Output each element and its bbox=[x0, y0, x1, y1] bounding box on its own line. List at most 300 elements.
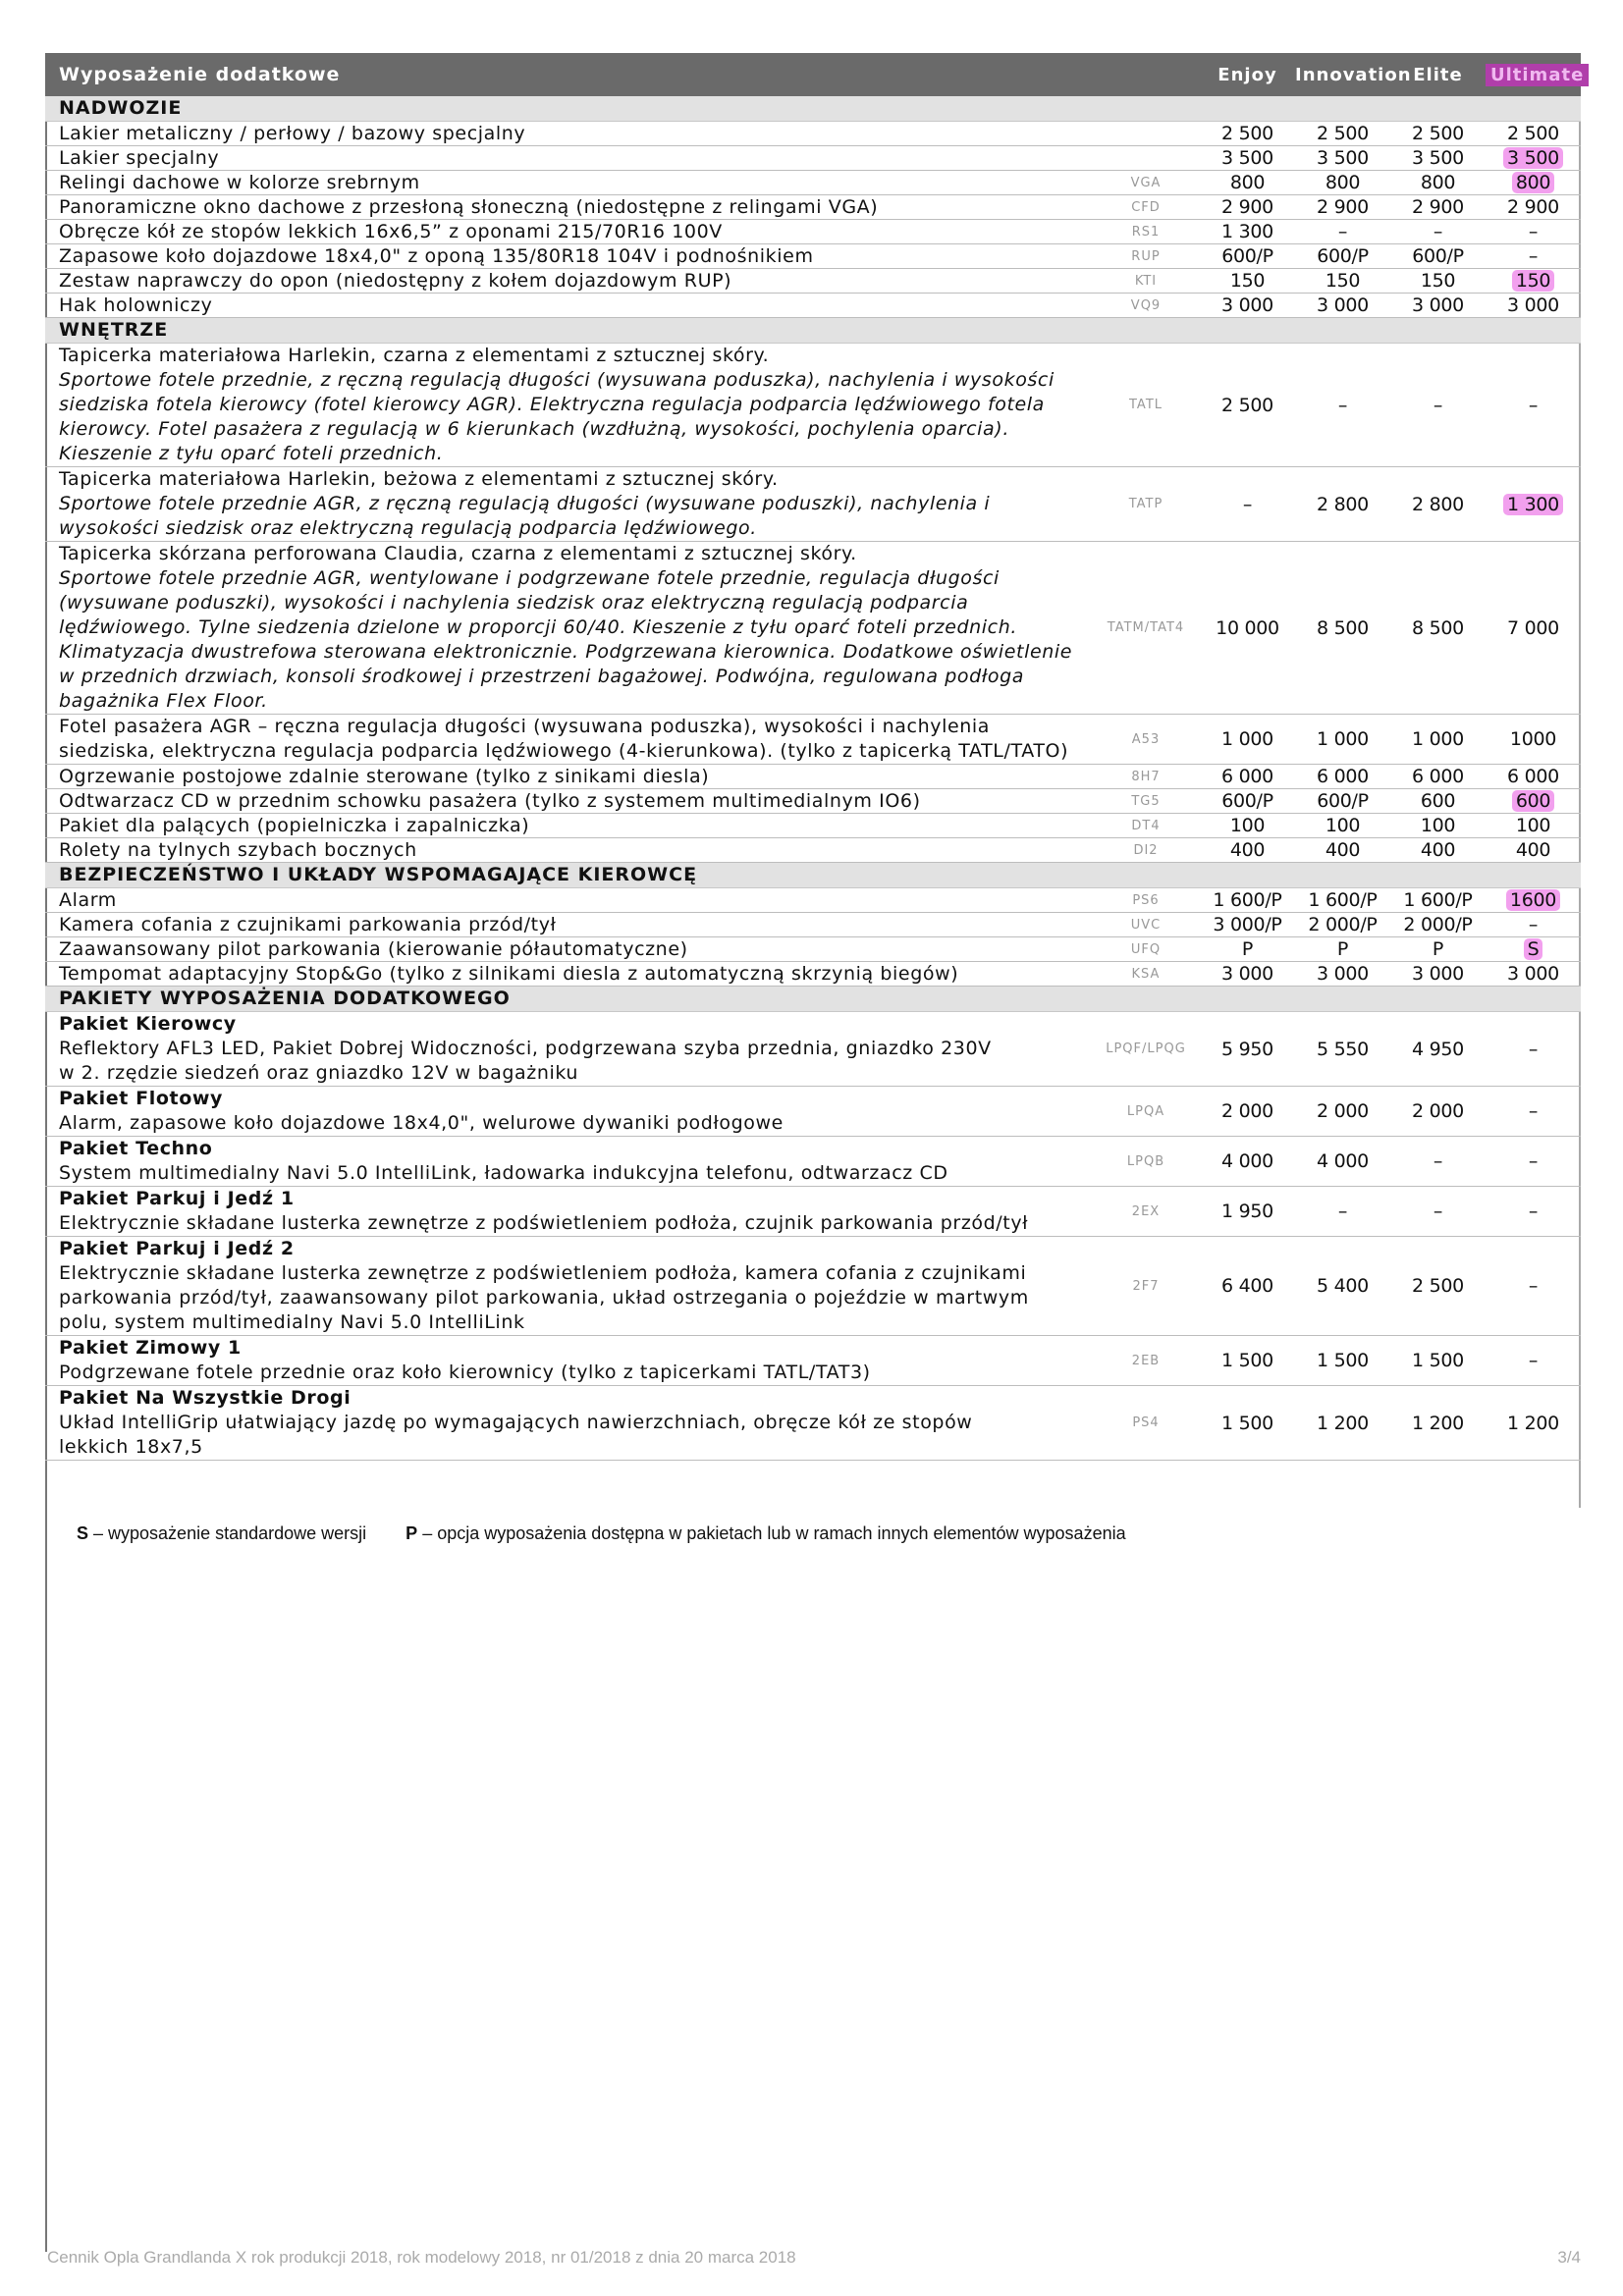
price-cell bbox=[1200, 221, 1295, 242]
price-cell bbox=[1295, 221, 1390, 242]
price-value: 3 500 bbox=[1317, 147, 1369, 169]
price-cell bbox=[1486, 1039, 1581, 1060]
price-cell bbox=[1486, 914, 1581, 935]
price-cell bbox=[1486, 938, 1581, 960]
table-row bbox=[45, 122, 1581, 146]
price-cell bbox=[1486, 245, 1581, 267]
option-line: Zestaw naprawczy do opon (niedostępny z kołem dojazdowym RUP) bbox=[59, 270, 732, 292]
price-cell bbox=[1486, 1350, 1581, 1371]
option-name bbox=[45, 294, 1092, 317]
price-cell bbox=[1295, 494, 1390, 515]
legend-p-text: – opcja wyposażenia dostępna w pakietach lub w ramach innych elementów wyposażenia bbox=[417, 1523, 1126, 1543]
price-cell bbox=[1486, 123, 1581, 144]
price-cell bbox=[1295, 889, 1390, 911]
price-cell bbox=[1486, 617, 1581, 639]
price-cell bbox=[1390, 839, 1486, 861]
package-title: Pakiet Parkuj i Jedź 2 bbox=[59, 1238, 295, 1259]
price-value: – bbox=[1433, 1201, 1443, 1222]
price-value: 6 000 bbox=[1412, 766, 1464, 787]
price-cell bbox=[1486, 270, 1581, 292]
option-name bbox=[45, 195, 1092, 219]
price-cell bbox=[1295, 196, 1390, 218]
price-value: P bbox=[1241, 938, 1254, 960]
price-cell bbox=[1486, 147, 1581, 169]
version-ultimate bbox=[1486, 64, 1585, 85]
price-value: 3 000 bbox=[1412, 963, 1464, 985]
option-line: Alarm bbox=[59, 889, 117, 911]
option-code: UFQ bbox=[1130, 941, 1162, 957]
legend-s-text: – wyposażenie standardowe wersji bbox=[88, 1523, 367, 1543]
price-cell bbox=[1486, 294, 1581, 316]
price-cell bbox=[1390, 270, 1486, 292]
option-name bbox=[45, 814, 1092, 837]
price-cell bbox=[1200, 395, 1295, 416]
table-row bbox=[45, 715, 1581, 765]
price-value: 1 600/P bbox=[1308, 889, 1378, 911]
table-row bbox=[45, 344, 1581, 467]
price-value: 3 000 bbox=[1412, 294, 1464, 316]
option-code: TATP bbox=[1128, 497, 1163, 511]
option-code: TATL bbox=[1129, 398, 1163, 412]
option-line: polu, system multimedialny Navi 5.0 IntelliLink bbox=[59, 1311, 525, 1333]
option-name bbox=[45, 344, 1092, 466]
table-row bbox=[45, 888, 1581, 913]
option-line: Podgrzewane fotele przednie oraz koło kierownicy (tylko z tapicerkami TATL/TAT3) bbox=[59, 1362, 871, 1383]
option-line: Hak holowniczy bbox=[59, 294, 213, 316]
option-code: KTI bbox=[1134, 273, 1158, 289]
option-name bbox=[45, 1012, 1092, 1086]
package-title: Pakiet Techno bbox=[59, 1138, 213, 1159]
price-cell bbox=[1200, 1350, 1295, 1371]
price-cell bbox=[1200, 938, 1295, 960]
option-code: LPQA bbox=[1126, 1103, 1165, 1119]
version-enjoy: Enjoy bbox=[1217, 64, 1277, 85]
price-cell bbox=[1486, 395, 1581, 416]
price-cell bbox=[1200, 494, 1295, 515]
price-value: – bbox=[1528, 1201, 1539, 1222]
option-line: siedziska fotela kierowcy (fotel kierowcy AGR). Elektryczna regulacja podparcia lędźwiowego fotela bbox=[59, 394, 1045, 415]
table-row bbox=[45, 1087, 1581, 1137]
option-name bbox=[45, 467, 1092, 541]
price-value: – bbox=[1528, 221, 1539, 242]
price-cell bbox=[1486, 963, 1581, 985]
price-value: – bbox=[1528, 1038, 1539, 1060]
price-value: 5 950 bbox=[1221, 1038, 1273, 1060]
price-value: 400 bbox=[1515, 839, 1551, 861]
option-name bbox=[45, 765, 1092, 788]
option-code: DT4 bbox=[1131, 818, 1161, 833]
option-name bbox=[45, 122, 1092, 145]
price-cell bbox=[1390, 728, 1486, 750]
table-row bbox=[45, 146, 1581, 171]
price-cell bbox=[1390, 963, 1486, 985]
table-header bbox=[45, 53, 1585, 96]
price-cell bbox=[1295, 395, 1390, 416]
price-value: – bbox=[1528, 914, 1539, 935]
table-row bbox=[45, 269, 1581, 294]
price-value: 100 bbox=[1229, 815, 1266, 836]
price-cell bbox=[1486, 766, 1581, 787]
price-cell bbox=[1390, 617, 1486, 639]
price-cell bbox=[1390, 1275, 1486, 1297]
price-value: 3 000 bbox=[1507, 963, 1559, 985]
price-cell bbox=[1390, 245, 1486, 267]
price-value: – bbox=[1528, 1275, 1539, 1297]
price-cell bbox=[1486, 196, 1581, 218]
legend-p-key: P bbox=[406, 1523, 418, 1543]
option-name bbox=[45, 1187, 1092, 1236]
price-value: 1600 bbox=[1506, 889, 1560, 911]
table-row bbox=[45, 913, 1581, 937]
price-value: P bbox=[1336, 938, 1349, 960]
price-value: 2 000/P bbox=[1308, 914, 1378, 935]
option-line: Rolety na tylnych szybach bocznych bbox=[59, 839, 417, 861]
price-value: 5 550 bbox=[1317, 1038, 1369, 1060]
price-cell bbox=[1390, 1100, 1486, 1122]
option-line: lędźwiowego. Tylne siedzenia dzielone w proporcji 60/40. Kieszenie z tyłu oparć foteli przednich. bbox=[59, 616, 1018, 638]
price-value: 600 bbox=[1420, 790, 1456, 812]
option-line: Sportowe fotele przednie, z ręczną regulacją długości (wysuwana poduszka), nachylenia i wysokości bbox=[59, 369, 1055, 391]
price-cell bbox=[1200, 728, 1295, 750]
option-line: Klimatyzacja dwustrefowa sterowana elektronicznie. Podgrzewana kierownica. Dodatkowe oświetlenie bbox=[59, 641, 1073, 663]
price-value: 1 950 bbox=[1221, 1201, 1273, 1222]
package-title: Pakiet Na Wszystkie Drogi bbox=[59, 1387, 352, 1409]
option-line: Ogrzewanie postojowe zdalnie sterowane (tylko z sinikami diesla) bbox=[59, 766, 710, 787]
package-title: Pakiet Flotowy bbox=[59, 1088, 223, 1109]
ultimate-badge: Ultimate bbox=[1486, 64, 1589, 86]
price-value: – bbox=[1337, 1201, 1348, 1222]
price-value: 1 500 bbox=[1317, 1350, 1369, 1371]
footer-text: Cennik Opla Grandlanda X rok produkcji 2018, rok modelowy 2018, nr 01/2018 z dnia 20 marca 2018 bbox=[47, 2248, 796, 2267]
option-code: PS4 bbox=[1132, 1415, 1160, 1430]
price-cell bbox=[1295, 147, 1390, 169]
price-cell bbox=[1200, 1150, 1295, 1172]
option-name bbox=[45, 913, 1092, 936]
option-name bbox=[45, 542, 1092, 714]
option-name bbox=[45, 244, 1092, 268]
price-cell bbox=[1295, 938, 1390, 960]
price-value: 3 500 bbox=[1221, 147, 1273, 169]
option-line: Zapasowe koło dojazdowe 18x4,0" z oponą 135/80R18 104V i podnośnikiem bbox=[59, 245, 814, 267]
price-cell bbox=[1390, 815, 1486, 836]
price-cell bbox=[1390, 938, 1486, 960]
price-cell bbox=[1295, 1150, 1390, 1172]
price-cell bbox=[1390, 1350, 1486, 1371]
price-value: 600/P bbox=[1412, 245, 1464, 267]
table-row bbox=[45, 195, 1581, 220]
price-cell bbox=[1200, 245, 1295, 267]
page-footer bbox=[47, 2248, 1581, 2268]
table-row bbox=[45, 962, 1581, 987]
price-value: 2 900 bbox=[1221, 196, 1273, 218]
option-name bbox=[45, 789, 1092, 813]
price-cell bbox=[1295, 790, 1390, 812]
price-value: 400 bbox=[1229, 839, 1266, 861]
option-line: Układ IntelliGrip ułatwiający jazdę po wymagających nawierzchniach, obręcze kół ze stopów bbox=[59, 1412, 973, 1433]
price-value: 600/P bbox=[1221, 790, 1273, 812]
price-value: 4 000 bbox=[1317, 1150, 1369, 1172]
price-value: 2 500 bbox=[1317, 123, 1369, 144]
option-code: VQ9 bbox=[1130, 297, 1162, 313]
price-value: 6 000 bbox=[1507, 766, 1559, 787]
table-row bbox=[45, 1137, 1581, 1187]
option-line: Panoramiczne okno dachowe z przesłoną słoneczną (niedostępne z relingami VGA) bbox=[59, 196, 879, 218]
price-value: 2 000 bbox=[1317, 1100, 1369, 1122]
price-cell bbox=[1200, 196, 1295, 218]
price-value: 8 500 bbox=[1317, 616, 1369, 639]
price-cell bbox=[1390, 1150, 1486, 1172]
price-value: 10 000 bbox=[1216, 616, 1279, 639]
table-row bbox=[45, 1237, 1581, 1336]
price-value: 100 bbox=[1420, 815, 1456, 836]
table-row bbox=[45, 765, 1581, 789]
price-value: 3 500 bbox=[1503, 147, 1563, 169]
price-cell bbox=[1295, 728, 1390, 750]
table-row bbox=[45, 467, 1581, 542]
price-value: – bbox=[1337, 394, 1348, 416]
option-line: wysokości siedzisk oraz elektryczną regulacją podparcia lędźwiowego. bbox=[59, 517, 757, 539]
option-name bbox=[45, 1237, 1092, 1335]
option-name bbox=[45, 888, 1092, 912]
table-row bbox=[45, 1187, 1581, 1237]
option-line: parkowania przód/tył, zaawansowany pilot parkowania, układ ostrzegania o pojeździe w martwym bbox=[59, 1287, 1029, 1308]
price-value: 1 200 bbox=[1412, 1412, 1464, 1434]
package-title: Pakiet Zimowy 1 bbox=[59, 1337, 242, 1359]
price-value: – bbox=[1433, 394, 1443, 416]
option-line: Lakier metaliczny / perłowy / bazowy specjalny bbox=[59, 123, 526, 144]
price-cell bbox=[1390, 294, 1486, 316]
table-body bbox=[45, 96, 1581, 1461]
price-value: 150 bbox=[1512, 270, 1554, 292]
option-code: KSA bbox=[1131, 966, 1161, 982]
option-line: (wysuwane poduszki), wysokości i nachylenia siedzisk oraz elektryczną regulacją podparcia bbox=[59, 592, 969, 614]
price-value: – bbox=[1433, 1150, 1443, 1172]
price-cell bbox=[1486, 790, 1581, 812]
price-cell bbox=[1295, 1350, 1390, 1371]
price-value: 1 500 bbox=[1221, 1412, 1273, 1434]
table-row bbox=[45, 542, 1581, 715]
price-cell bbox=[1486, 1413, 1581, 1434]
price-cell bbox=[1200, 270, 1295, 292]
option-line: Lakier specjalny bbox=[59, 147, 220, 169]
option-code: DI2 bbox=[1133, 842, 1159, 858]
price-value: 1000 bbox=[1509, 728, 1557, 750]
price-cell bbox=[1295, 1039, 1390, 1060]
price-value: 3 000 bbox=[1221, 294, 1273, 316]
option-code: RS1 bbox=[1131, 224, 1161, 240]
price-value: – bbox=[1433, 221, 1443, 242]
price-cell bbox=[1390, 494, 1486, 515]
option-code: LPQB bbox=[1126, 1153, 1165, 1169]
price-cell bbox=[1486, 1275, 1581, 1297]
price-value: 150 bbox=[1325, 270, 1361, 292]
price-cell bbox=[1390, 889, 1486, 911]
option-code: UVC bbox=[1130, 917, 1162, 933]
price-cell bbox=[1390, 395, 1486, 416]
price-cell bbox=[1486, 728, 1581, 750]
price-value: 150 bbox=[1229, 270, 1266, 292]
price-cell bbox=[1295, 815, 1390, 836]
option-line: w 2. rzędzie siedzeń oraz gniazdko 12V w bagażniku bbox=[59, 1062, 579, 1084]
price-cell bbox=[1486, 889, 1581, 911]
price-value: – bbox=[1242, 493, 1253, 515]
price-value: 600/P bbox=[1317, 790, 1369, 812]
option-line: Odtwarzacz CD w przednim schowku pasażera (tylko z systemem multimedialnym IO6) bbox=[59, 790, 921, 812]
price-value: 2 000 bbox=[1412, 1100, 1464, 1122]
price-value: 800 bbox=[1512, 172, 1554, 193]
section-header: BEZPIECZEŃSTWO I UKŁADY WSPOMAGAJĄCE KIEROWCĘ bbox=[45, 863, 1581, 888]
option-name bbox=[45, 269, 1092, 293]
option-code: TATM/TAT4 bbox=[1107, 620, 1185, 635]
option-line: lekkich 18x7,5 bbox=[59, 1436, 203, 1458]
option-line: Reflektory AFL3 LED, Pakiet Dobrej Widoczności, podgrzewana szyba przednia, gniazdko 230V bbox=[59, 1038, 992, 1059]
option-code: CFD bbox=[1131, 199, 1161, 215]
option-line: Sportowe fotele przednie AGR, wentylowane i podgrzewane fotele przednie, regulacja długości bbox=[59, 567, 1000, 589]
price-cell bbox=[1200, 1275, 1295, 1297]
price-value: 3 500 bbox=[1412, 147, 1464, 169]
price-value: 1 000 bbox=[1412, 728, 1464, 750]
option-line: Tapicerka materiałowa Harlekin, beżowa z elementami z sztucznej skóry. bbox=[59, 468, 779, 490]
price-value: P bbox=[1432, 938, 1444, 960]
table-row bbox=[45, 294, 1581, 318]
table-row bbox=[45, 789, 1581, 814]
price-value: 2 900 bbox=[1507, 196, 1559, 218]
option-line: Obręcze kół ze stopów lekkich 16x6,5” z oponami 215/70R16 100V bbox=[59, 221, 723, 242]
price-value: – bbox=[1337, 221, 1348, 242]
price-cell bbox=[1295, 270, 1390, 292]
price-value: 1 500 bbox=[1221, 1350, 1273, 1371]
price-cell bbox=[1200, 1201, 1295, 1222]
version-elite: Elite bbox=[1413, 64, 1463, 85]
option-line: Tapicerka skórzana perforowana Claudia, czarna z elementami z sztucznej skóry. bbox=[59, 543, 857, 564]
price-value: 1 500 bbox=[1412, 1350, 1464, 1371]
option-name bbox=[45, 220, 1092, 243]
price-cell bbox=[1295, 172, 1390, 193]
price-cell bbox=[1295, 245, 1390, 267]
price-cell bbox=[1200, 147, 1295, 169]
option-line: Fotel pasażera AGR – ręczna regulacja długości (wysuwana poduszka), wysokości i nachylenia bbox=[59, 716, 991, 737]
option-line: Pakiet dla palących (popielniczka i zapalniczka) bbox=[59, 815, 530, 836]
option-name bbox=[45, 1336, 1092, 1385]
option-code: TG5 bbox=[1131, 793, 1161, 809]
price-value: – bbox=[1528, 1100, 1539, 1122]
option-name bbox=[45, 937, 1092, 961]
option-line: Relingi dachowe w kolorze srebrnym bbox=[59, 172, 420, 193]
price-value: 3 000 bbox=[1507, 294, 1559, 316]
price-value: – bbox=[1528, 1150, 1539, 1172]
legend bbox=[77, 1523, 1126, 1544]
price-value: 1 000 bbox=[1317, 728, 1369, 750]
price-cell bbox=[1295, 123, 1390, 144]
price-value: 1 600/P bbox=[1213, 889, 1282, 911]
option-code: RUP bbox=[1131, 248, 1161, 264]
price-cell bbox=[1295, 617, 1390, 639]
price-cell bbox=[1200, 889, 1295, 911]
price-value: 800 bbox=[1325, 172, 1361, 193]
price-cell bbox=[1390, 1039, 1486, 1060]
price-cell bbox=[1486, 1100, 1581, 1122]
option-line: System multimedialny Navi 5.0 IntelliLink, ładowarka indukcyjna telefonu, odtwarzacz CD bbox=[59, 1162, 948, 1184]
price-value: 1 300 bbox=[1503, 494, 1563, 515]
option-name bbox=[45, 1386, 1092, 1460]
price-value: 1 300 bbox=[1221, 221, 1273, 242]
table-title: Wyposażenie dodatkowe bbox=[59, 64, 341, 85]
option-line: Elektrycznie składane lusterka zewnętrze z podświetleniem podłoża, kamera cofania z czujnikami bbox=[59, 1262, 1027, 1284]
price-cell bbox=[1200, 1413, 1295, 1434]
section-header: PAKIETY WYPOSAŻENIA DODATKOWEGO bbox=[45, 987, 1581, 1012]
price-cell bbox=[1200, 839, 1295, 861]
option-line: Alarm, zapasowe koło dojazdowe 18x4,0", welurowe dywaniki podłogowe bbox=[59, 1112, 784, 1134]
price-cell bbox=[1390, 766, 1486, 787]
table-row bbox=[45, 937, 1581, 962]
price-value: 1 600/P bbox=[1403, 889, 1473, 911]
option-line: Kieszenie z tyłu oparć foteli przednich. bbox=[59, 443, 444, 464]
price-value: 600 bbox=[1512, 790, 1554, 812]
price-cell bbox=[1390, 1201, 1486, 1222]
price-value: 6 400 bbox=[1221, 1275, 1273, 1297]
price-cell bbox=[1486, 1201, 1581, 1222]
price-value: 2 000/P bbox=[1403, 914, 1473, 935]
legend-s-key: S bbox=[77, 1523, 89, 1543]
price-value: 2 500 bbox=[1412, 123, 1464, 144]
price-cell bbox=[1295, 1100, 1390, 1122]
price-cell bbox=[1200, 123, 1295, 144]
option-name bbox=[45, 146, 1092, 170]
option-line: w przednich drzwiach, konsoli środkowej i przestrzeni bagażowej. Podwójna, regulowana podłoga bbox=[59, 666, 1024, 687]
price-cell bbox=[1200, 815, 1295, 836]
price-value: 2 500 bbox=[1412, 1275, 1464, 1297]
section-header: WNĘTRZE bbox=[45, 318, 1581, 344]
price-value: 2 900 bbox=[1317, 196, 1369, 218]
price-value: 7 000 bbox=[1507, 616, 1559, 639]
option-line: Kamera cofania z czujnikami parkowania przód/tył bbox=[59, 914, 557, 935]
price-cell bbox=[1390, 1413, 1486, 1434]
price-value: – bbox=[1528, 1350, 1539, 1371]
price-cell bbox=[1390, 914, 1486, 935]
option-line: Zaawansowany pilot parkowania (kierowanie półautomatyczne) bbox=[59, 938, 688, 960]
price-value: 5 400 bbox=[1317, 1275, 1369, 1297]
price-value: 8 500 bbox=[1412, 616, 1464, 639]
price-value: 1 200 bbox=[1507, 1412, 1559, 1434]
price-cell bbox=[1295, 294, 1390, 316]
price-cell bbox=[1390, 196, 1486, 218]
version-innovation: Innovation bbox=[1295, 64, 1412, 85]
price-cell bbox=[1200, 617, 1295, 639]
table-row bbox=[45, 220, 1581, 244]
price-cell bbox=[1390, 790, 1486, 812]
price-value: 2 800 bbox=[1412, 493, 1464, 515]
price-value: 2 500 bbox=[1221, 123, 1273, 144]
price-cell bbox=[1200, 963, 1295, 985]
price-value: 400 bbox=[1325, 839, 1361, 861]
price-cell bbox=[1295, 914, 1390, 935]
price-cell bbox=[1200, 790, 1295, 812]
price-cell bbox=[1200, 766, 1295, 787]
price-value: 150 bbox=[1420, 270, 1456, 292]
price-value: 100 bbox=[1515, 815, 1551, 836]
option-name bbox=[45, 1087, 1092, 1136]
price-cell bbox=[1486, 494, 1581, 515]
price-cell bbox=[1390, 123, 1486, 144]
package-title: Pakiet Kierowcy bbox=[59, 1013, 237, 1035]
table-row bbox=[45, 244, 1581, 269]
price-cell bbox=[1295, 839, 1390, 861]
price-value: 3 000/P bbox=[1213, 914, 1282, 935]
table-row bbox=[45, 814, 1581, 838]
price-cell bbox=[1200, 172, 1295, 193]
price-cell bbox=[1295, 963, 1390, 985]
price-cell bbox=[1295, 1413, 1390, 1434]
